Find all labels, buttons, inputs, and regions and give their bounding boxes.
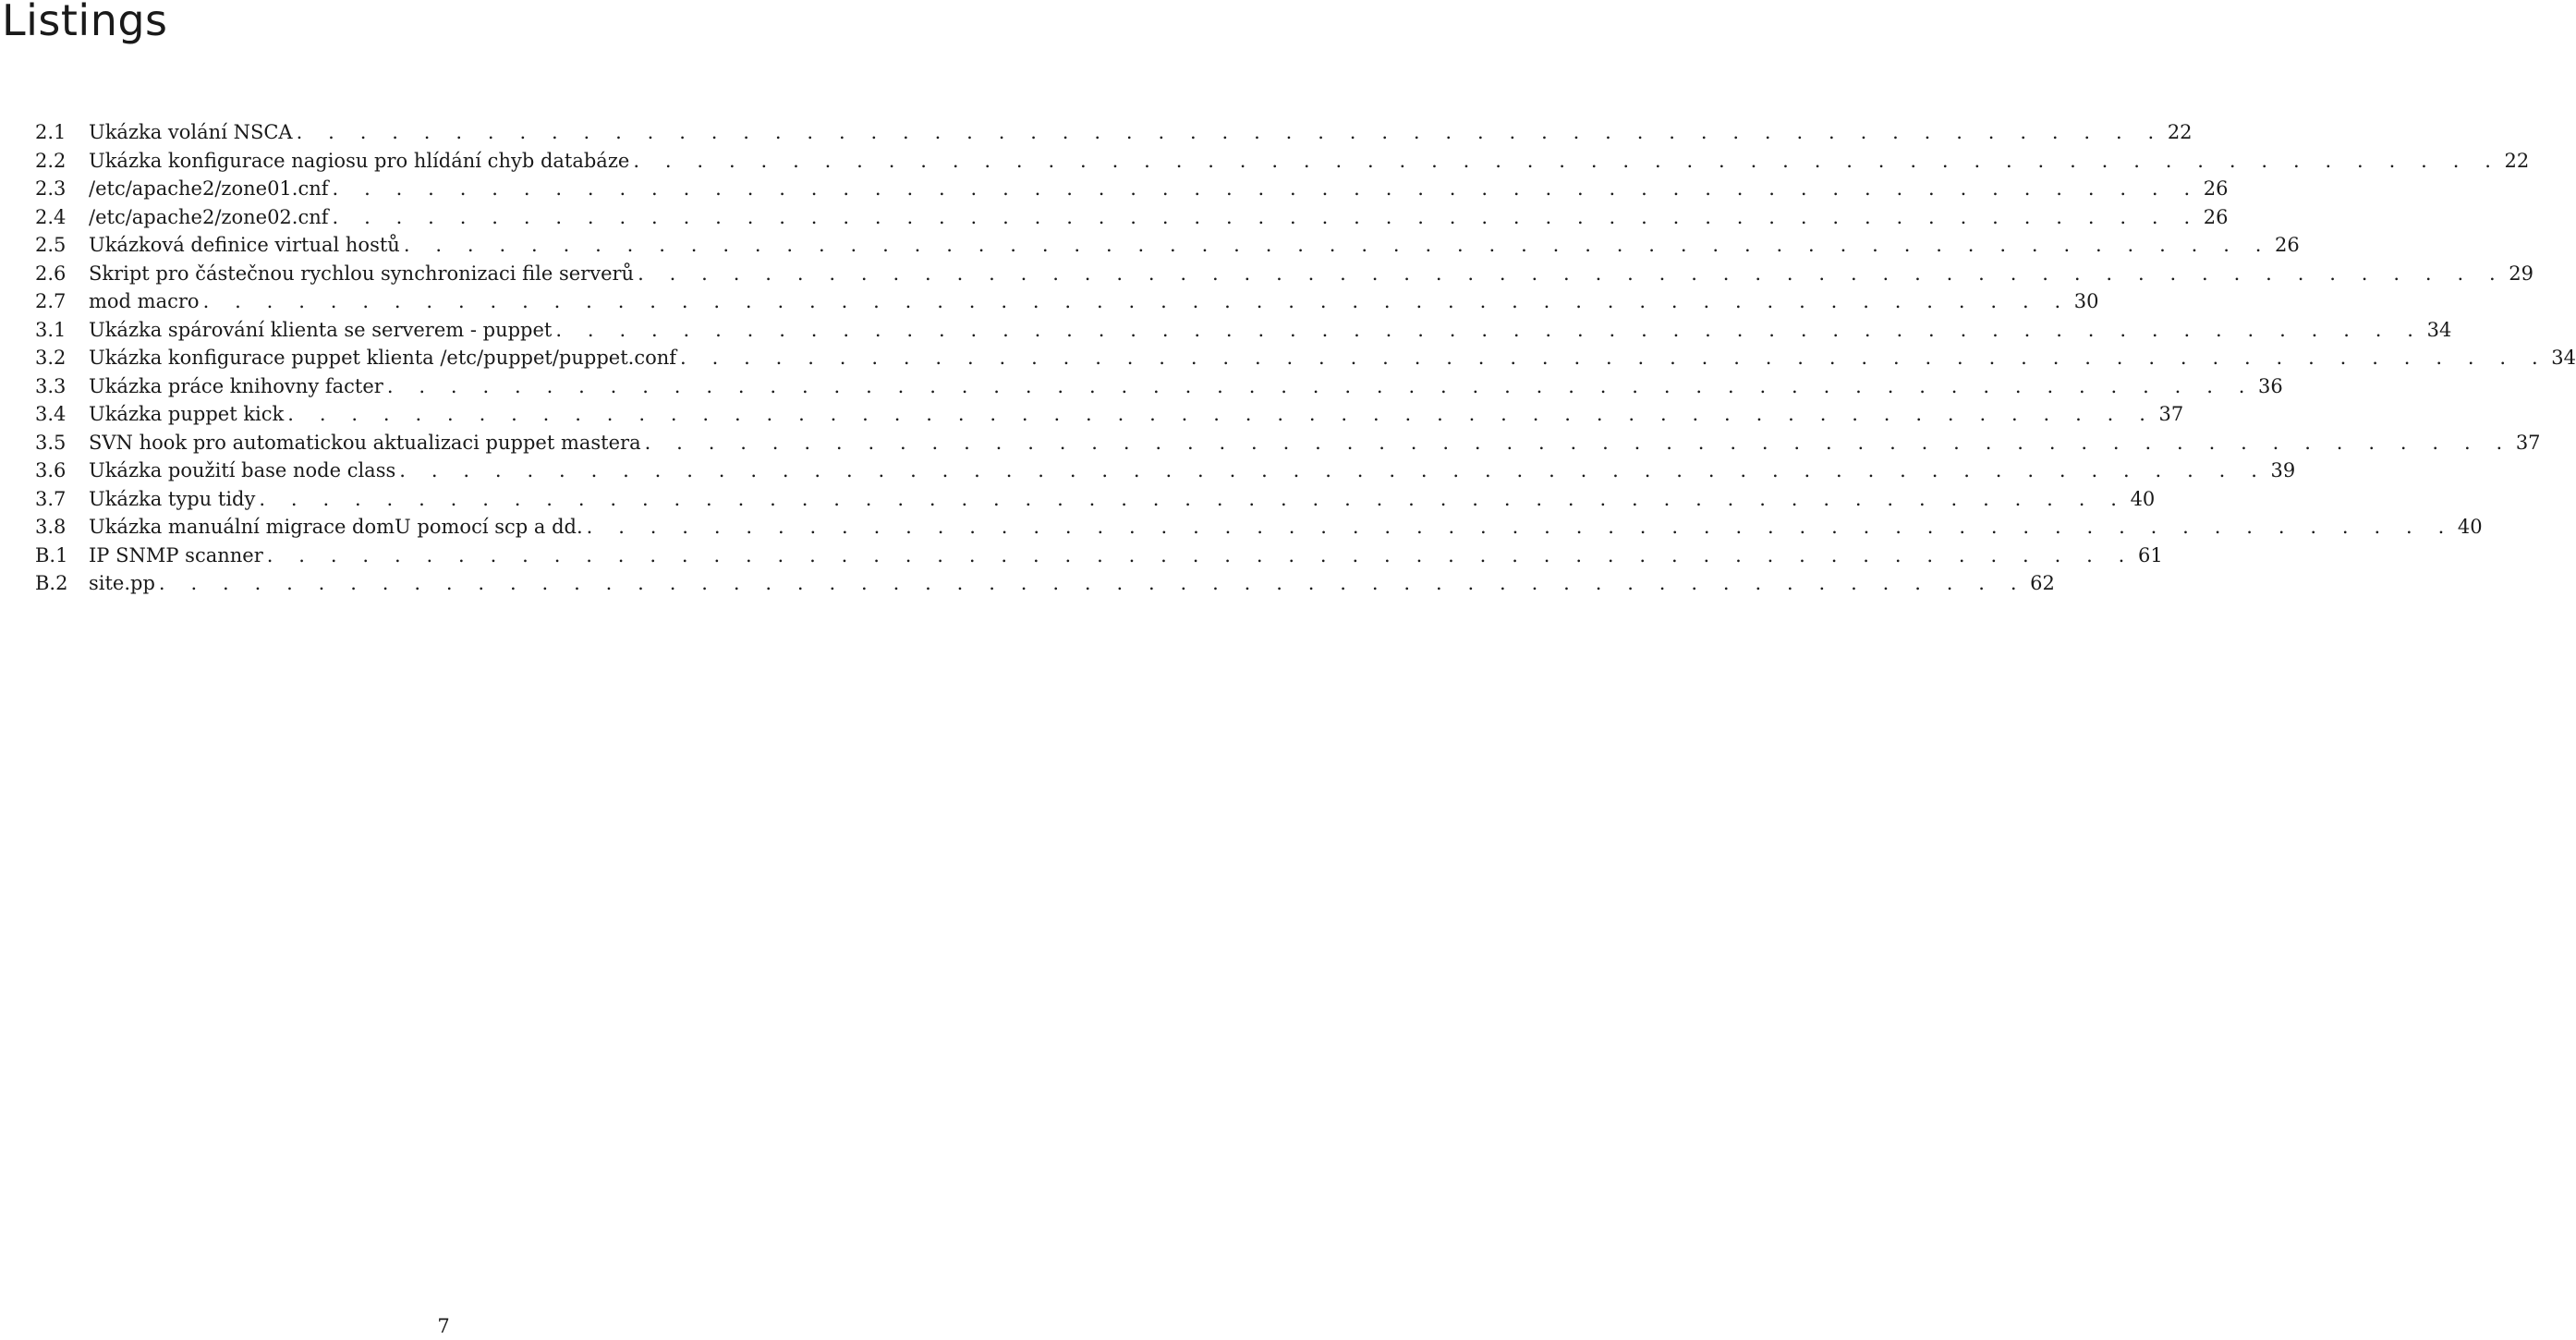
list-of-listings bbox=[35, 118, 2576, 598]
listing-page: 34 bbox=[2551, 347, 2576, 370]
dot-leader: . . . . . . . . . . . . . . . . . . . . . . . . . . . . . . . . . . . . . . . . . . . . . . . . . . . . . . . . . . . bbox=[638, 262, 2506, 285]
dot-leader: . . . . . . . . . . . . . . . . . . . . . . . . . . . . . . . . . . . . . . . . . . . . . . . . . . . . . . . . . . . bbox=[555, 318, 2424, 341]
listing-page: 22 bbox=[2504, 149, 2530, 172]
list-item[interactable] bbox=[35, 372, 2283, 401]
listing-number: 2.1 bbox=[35, 121, 67, 144]
dot-leader: . . . . . . . . . . . . . . . . . . . . . . . . . . . . . . . . . . . . . . . . . . . . . . . . . . . . . . . . . . . bbox=[287, 403, 2156, 426]
dot-leader: . . . . . . . . . . . . . . . . . . . . . . . . . . . . . . . . . . . . . . . . . . . . . . . . . . . . . . . . . . . bbox=[332, 205, 2200, 228]
listing-page: 30 bbox=[2073, 290, 2099, 313]
listing-number: 3.8 bbox=[35, 516, 67, 539]
list-item[interactable] bbox=[35, 429, 2541, 457]
listing-page: 37 bbox=[2158, 403, 2184, 426]
dot-leader: . . . . . . . . . . . . . . . . . . . . . . . . . . . . . . . . . . . . . . . . . . . . . . . . . . . . . . . . . . . bbox=[633, 149, 2501, 172]
listing-title: mod macro bbox=[89, 287, 203, 315]
listing-title: site.pp bbox=[89, 569, 159, 597]
list-item[interactable] bbox=[35, 457, 2296, 485]
listing-title: Ukázka manuální migrace domU pomocí scp a dd. bbox=[89, 513, 587, 541]
dot-leader: . . . . . . . . . . . . . . . . . . . . . . . . . . . . . . . . . . . . . . . . . . . . . . . . . . . . . . . . . . . bbox=[403, 234, 2272, 257]
listing-page: 34 bbox=[2426, 318, 2452, 341]
listing-page: 62 bbox=[2030, 572, 2055, 595]
listing-number: 2.5 bbox=[35, 234, 67, 257]
list-item[interactable] bbox=[35, 260, 2534, 288]
list-item[interactable] bbox=[35, 175, 2229, 203]
listing-number: B.1 bbox=[35, 543, 68, 566]
page-number: 7 bbox=[437, 1315, 450, 1337]
listing-number: 2.4 bbox=[35, 205, 67, 228]
dot-leader: . . . . . . . . . . . . . . . . . . . . . . . . . . . . . . . . . . . . . . . . . . . . . . . . . . . . . . . . . . . bbox=[644, 431, 2512, 454]
dot-leader: . . . . . . . . . . . . . . . . . . . . . . . . . . . . . . . . . . . . . . . . . . . . . . . . . . . . . . . . . . . bbox=[202, 290, 2071, 313]
listing-title: IP SNMP scanner bbox=[89, 542, 267, 569]
dot-leader: . . . . . . . . . . . . . . . . . . . . . . . . . . . . . . . . . . . . . . . . . . . . . . . . . . . . . . . . . . . bbox=[266, 543, 2134, 566]
listing-page: 37 bbox=[2515, 431, 2541, 454]
listing-title: Skript pro částečnou rychlou synchronizaci file serverů bbox=[89, 260, 638, 287]
listing-page: 40 bbox=[2130, 487, 2156, 510]
listing-number: B.2 bbox=[35, 572, 68, 595]
list-item[interactable] bbox=[35, 344, 2576, 372]
listing-title: Ukázka volání NSCA bbox=[89, 118, 297, 146]
list-item[interactable] bbox=[35, 400, 2184, 429]
list-item[interactable] bbox=[35, 542, 2163, 570]
list-item[interactable] bbox=[35, 118, 2193, 147]
listing-title: Ukázka puppet kick bbox=[89, 400, 287, 428]
dot-leader: . . . . . . . . . . . . . . . . . . . . . . . . . . . . . . . . . . . . . . . . . . . . . . . . . . . . . . . . . . . bbox=[332, 177, 2200, 201]
listing-title: Ukázka práce knihovny facter bbox=[89, 372, 387, 400]
listing-number: 2.2 bbox=[35, 149, 67, 172]
listing-number: 2.3 bbox=[35, 177, 67, 201]
list-item[interactable] bbox=[35, 316, 2452, 345]
dot-leader: . . . . . . . . . . . . . . . . . . . . . . . . . . . . . . . . . . . . . . . . . . . . . . . . . . . . . . . . . . . bbox=[386, 374, 2255, 397]
list-item[interactable] bbox=[35, 569, 2055, 598]
listing-page: 22 bbox=[2167, 121, 2193, 144]
list-item[interactable] bbox=[35, 485, 2156, 514]
listing-number: 2.7 bbox=[35, 290, 67, 313]
listing-page: 36 bbox=[2258, 374, 2283, 397]
listing-number: 3.7 bbox=[35, 487, 67, 510]
listing-title: Ukázková definice virtual hostů bbox=[89, 231, 404, 259]
listing-page: 61 bbox=[2137, 543, 2163, 566]
list-item[interactable] bbox=[35, 513, 2483, 542]
dot-leader: . . . . . . . . . . . . . . . . . . . . . . . . . . . . . . . . . . . . . . . . . . . . . . . . . . . . . . . . . . . bbox=[680, 347, 2548, 370]
listing-title: Ukázka typu tidy bbox=[89, 485, 259, 513]
listing-number: 3.1 bbox=[35, 318, 67, 341]
listing-title: Ukázka konfigurace puppet klienta /etc/puppet/puppet.conf bbox=[89, 344, 680, 372]
listing-number: 3.5 bbox=[35, 431, 67, 454]
listing-page: 26 bbox=[2203, 205, 2229, 228]
listing-number: 3.2 bbox=[35, 347, 67, 370]
dot-leader: . . . . . . . . . . . . . . . . . . . . . . . . . . . . . . . . . . . . . . . . . . . . . . . . . . . . . . . . . . . bbox=[296, 121, 2164, 144]
listing-title: /etc/apache2/zone01.cnf bbox=[89, 175, 333, 202]
list-item[interactable] bbox=[35, 231, 2300, 260]
dot-leader: . . . . . . . . . . . . . . . . . . . . . . . . . . . . . . . . . . . . . . . . . . . . . . . . . . . . . . . . . . . bbox=[259, 487, 2127, 510]
page-title: Listings bbox=[2, 0, 168, 45]
listing-number: 3.6 bbox=[35, 459, 67, 482]
list-item[interactable] bbox=[35, 203, 2229, 232]
listing-title: SVN hook pro automatickou aktualizaci puppet mastera bbox=[89, 429, 645, 457]
listing-title: Ukázka spárování klienta se serverem - puppet bbox=[89, 316, 555, 344]
listing-page: 26 bbox=[2203, 177, 2229, 201]
listing-number: 2.6 bbox=[35, 262, 67, 285]
list-item[interactable] bbox=[35, 147, 2530, 176]
dot-leader: . . . . . . . . . . . . . . . . . . . . . . . . . . . . . . . . . . . . . . . . . . . . . . . . . . . . . . . . . . . bbox=[399, 459, 2267, 482]
listing-number: 3.3 bbox=[35, 374, 67, 397]
listing-page: 40 bbox=[2457, 516, 2483, 539]
dot-leader: . . . . . . . . . . . . . . . . . . . . . . . . . . . . . . . . . . . . . . . . . . . . . . . . . . . . . . . . . . . bbox=[586, 516, 2454, 539]
list-item[interactable] bbox=[35, 287, 2099, 316]
listing-page: 29 bbox=[2509, 262, 2534, 285]
listing-number: 3.4 bbox=[35, 403, 67, 426]
listing-page: 39 bbox=[2270, 459, 2296, 482]
listing-page: 26 bbox=[2275, 234, 2300, 257]
listing-title: Ukázka použití base node class bbox=[89, 457, 399, 484]
dot-leader: . . . . . . . . . . . . . . . . . . . . . . . . . . . . . . . . . . . . . . . . . . . . . . . . . . . . . . . . . . . bbox=[158, 572, 2027, 595]
listing-title: /etc/apache2/zone02.cnf bbox=[89, 203, 333, 231]
listing-title: Ukázka konfigurace nagiosu pro hlídání chyb databáze bbox=[89, 147, 633, 175]
